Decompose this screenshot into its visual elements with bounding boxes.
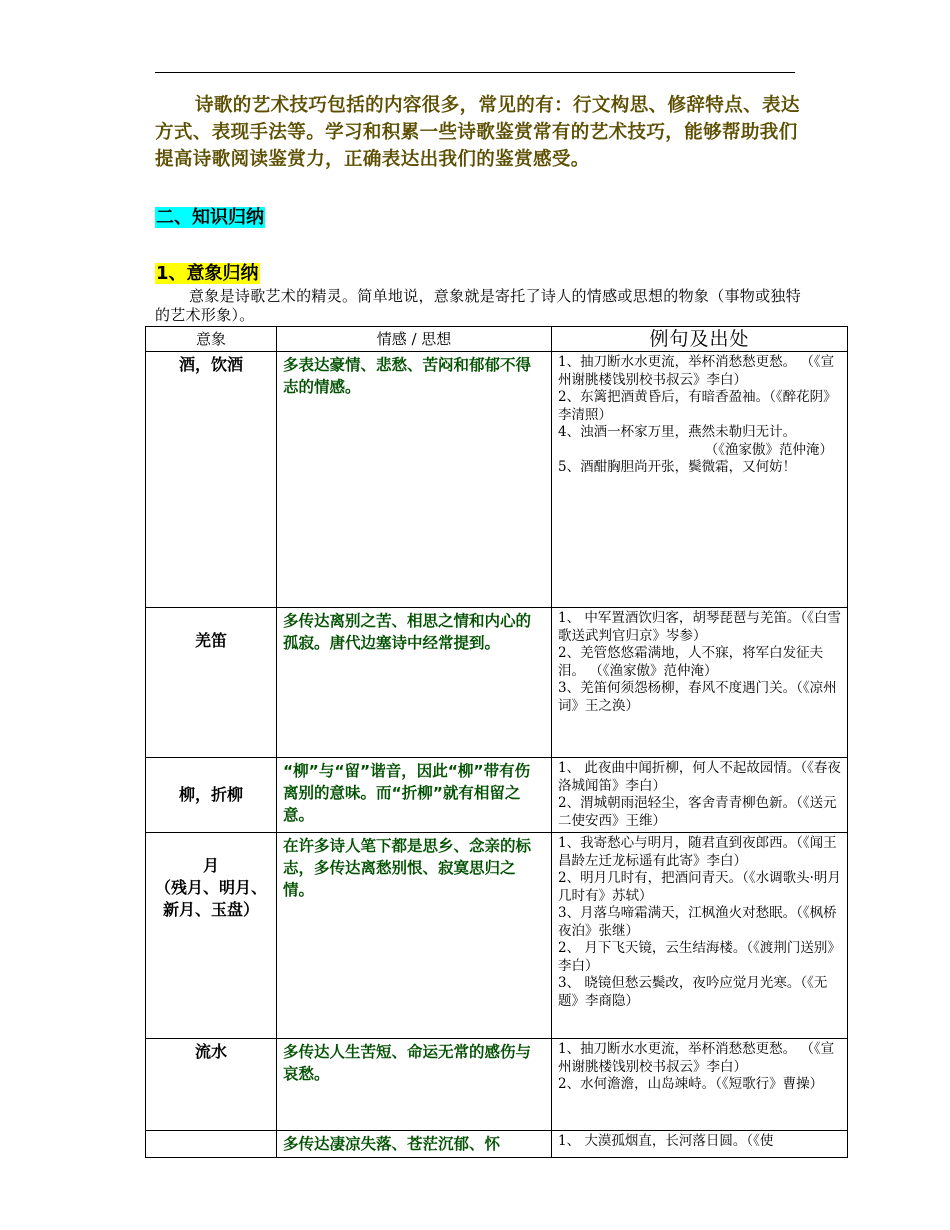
header-feeling: 情感 / 思想 [277,327,552,352]
example-line: 1、 大漠孤烟直，长河落日圆。（《使 [558,1133,774,1149]
table-row [146,758,848,833]
examples-cell [552,758,848,833]
example-line: 4、浊酒一杯家万里，燕然未勒归无计。 [558,424,797,440]
feeling-cell: 多表达豪情、悲愁、苦闷和郁郁不得志的情感。 [277,352,552,608]
example-line: 2、渭城朝雨浥轻尘，客舍青青柳色新。（《送元二使安西》王维） [558,795,837,829]
imagery-table [145,326,848,1158]
feeling-cell: 在许多诗人笔下都是思乡、念亲的标志，多传达离愁别恨、寂寞思归之情。 [277,833,552,1039]
examples-cell [552,1131,848,1158]
example-line: 3、 晓镜但愁云鬓改，夜吟应觉月光寒。（《无题》李商隐） [558,975,828,1009]
examples-cell [552,1039,848,1131]
image-cell: 月 （残月、明月、新月、玉盘） [146,833,277,1039]
image-cell [146,1131,277,1158]
example-line: （《渔家傲》范仲淹） [704,441,833,458]
feeling-cell: 多传达凄凉失落、苍茫沉郁、怀 [277,1131,552,1158]
example-line: 1、我寄愁心与明月，随君直到夜郎西。（《闻王昌龄左迁龙标遥有此寄》李白） [558,835,837,869]
header-image: 意象 [146,327,277,352]
subsection-description: 意象是诗歌艺术的精灵。简单地说，意象就是寄托了诗人的情感或思想的物象（事物或独特的艺术形象）。 [155,287,802,324]
example-line: 1、抽刀断水水更流，举杯消愁愁更愁。 （《宣州谢朓楼饯别校书叔云》李白） [558,354,835,388]
image-cell: 酒，饮酒 [146,352,277,608]
example-line: 5、酒酣胸胆尚开张，鬓微霜，又何妨！ [558,459,797,475]
image-cell: 柳，折柳 [146,758,277,833]
intro-paragraph: 诗歌的艺术技巧包括的内容很多，常见的有：行文构思、修辞特点、表达方式、表现手法等。学习和积累一些诗歌鉴赏常有的艺术技巧，能够帮助我们提高诗歌阅读鉴赏力，正确表达出我们的鉴赏感受。 [155,95,800,170]
example-line: 3、羌笛何须怨杨柳，春风不度遇门关。（《凉州词》王之涣） [558,680,837,714]
examples-cell [552,608,848,758]
table-row [146,352,848,608]
section-heading: 二、知识归纳 [156,207,264,228]
table-row [146,833,848,1039]
examples-cell [552,352,848,608]
image-cell: 流水 [146,1039,277,1131]
image-cell: 羌笛 [146,608,277,758]
table-row [146,608,848,758]
header-examples: 例句及出处 [552,327,848,352]
subsection-heading: 1、意象归纳 [156,263,259,284]
example-line: 1、 此夜曲中闻折柳，何人不起故园情。（《春夜洛城闻笛》李白） [558,760,841,794]
table-header-row [146,327,848,352]
feeling-cell: 多传达人生苦短、命运无常的感伤与哀愁。 [277,1039,552,1131]
table-row [146,1039,848,1131]
example-line: 2、水何澹澹，山岛竦峙。（《短歌行》曹操） [558,1076,824,1092]
examples-cell [552,833,848,1039]
example-line: 3、月落乌啼霜满天，江枫渔火对愁眠。（《枫桥夜泊》张继） [558,905,837,939]
example-line: 2、 月下飞天镜，云生结海楼。（《渡荆门送别》李白） [558,940,841,974]
example-line: 2、明月几时有，把酒问青天。（《水调歌头·明月几时有》苏轼） [558,870,841,904]
example-line: 2、羌管悠悠霜满地，人不寐，将军白发征夫泪。 （《渔家傲》范仲淹） [558,645,824,679]
example-line: 1、抽刀断水水更流，举杯消愁愁更愁。 （《宣州谢朓楼饯别校书叔云》李白） [558,1041,835,1075]
example-line: 2、东篱把酒黄昏后，有暗香盈袖。（《醉花阴》李清照） [558,389,837,423]
top-rule [155,72,795,73]
feeling-cell: 多传达离别之苦、相思之情和内心的孤寂。唐代边塞诗中经常提到。 [277,608,552,758]
feeling-cell: “柳”与“留”谐音，因此“柳”带有伤离别的意味。而“折柳”就有相留之意。 [277,758,552,833]
example-line: 1、 中军置酒饮归客，胡琴琵琶与羌笛。（《白雪歌送武判官归京》岑参） [558,610,841,644]
table-row [146,1131,848,1158]
